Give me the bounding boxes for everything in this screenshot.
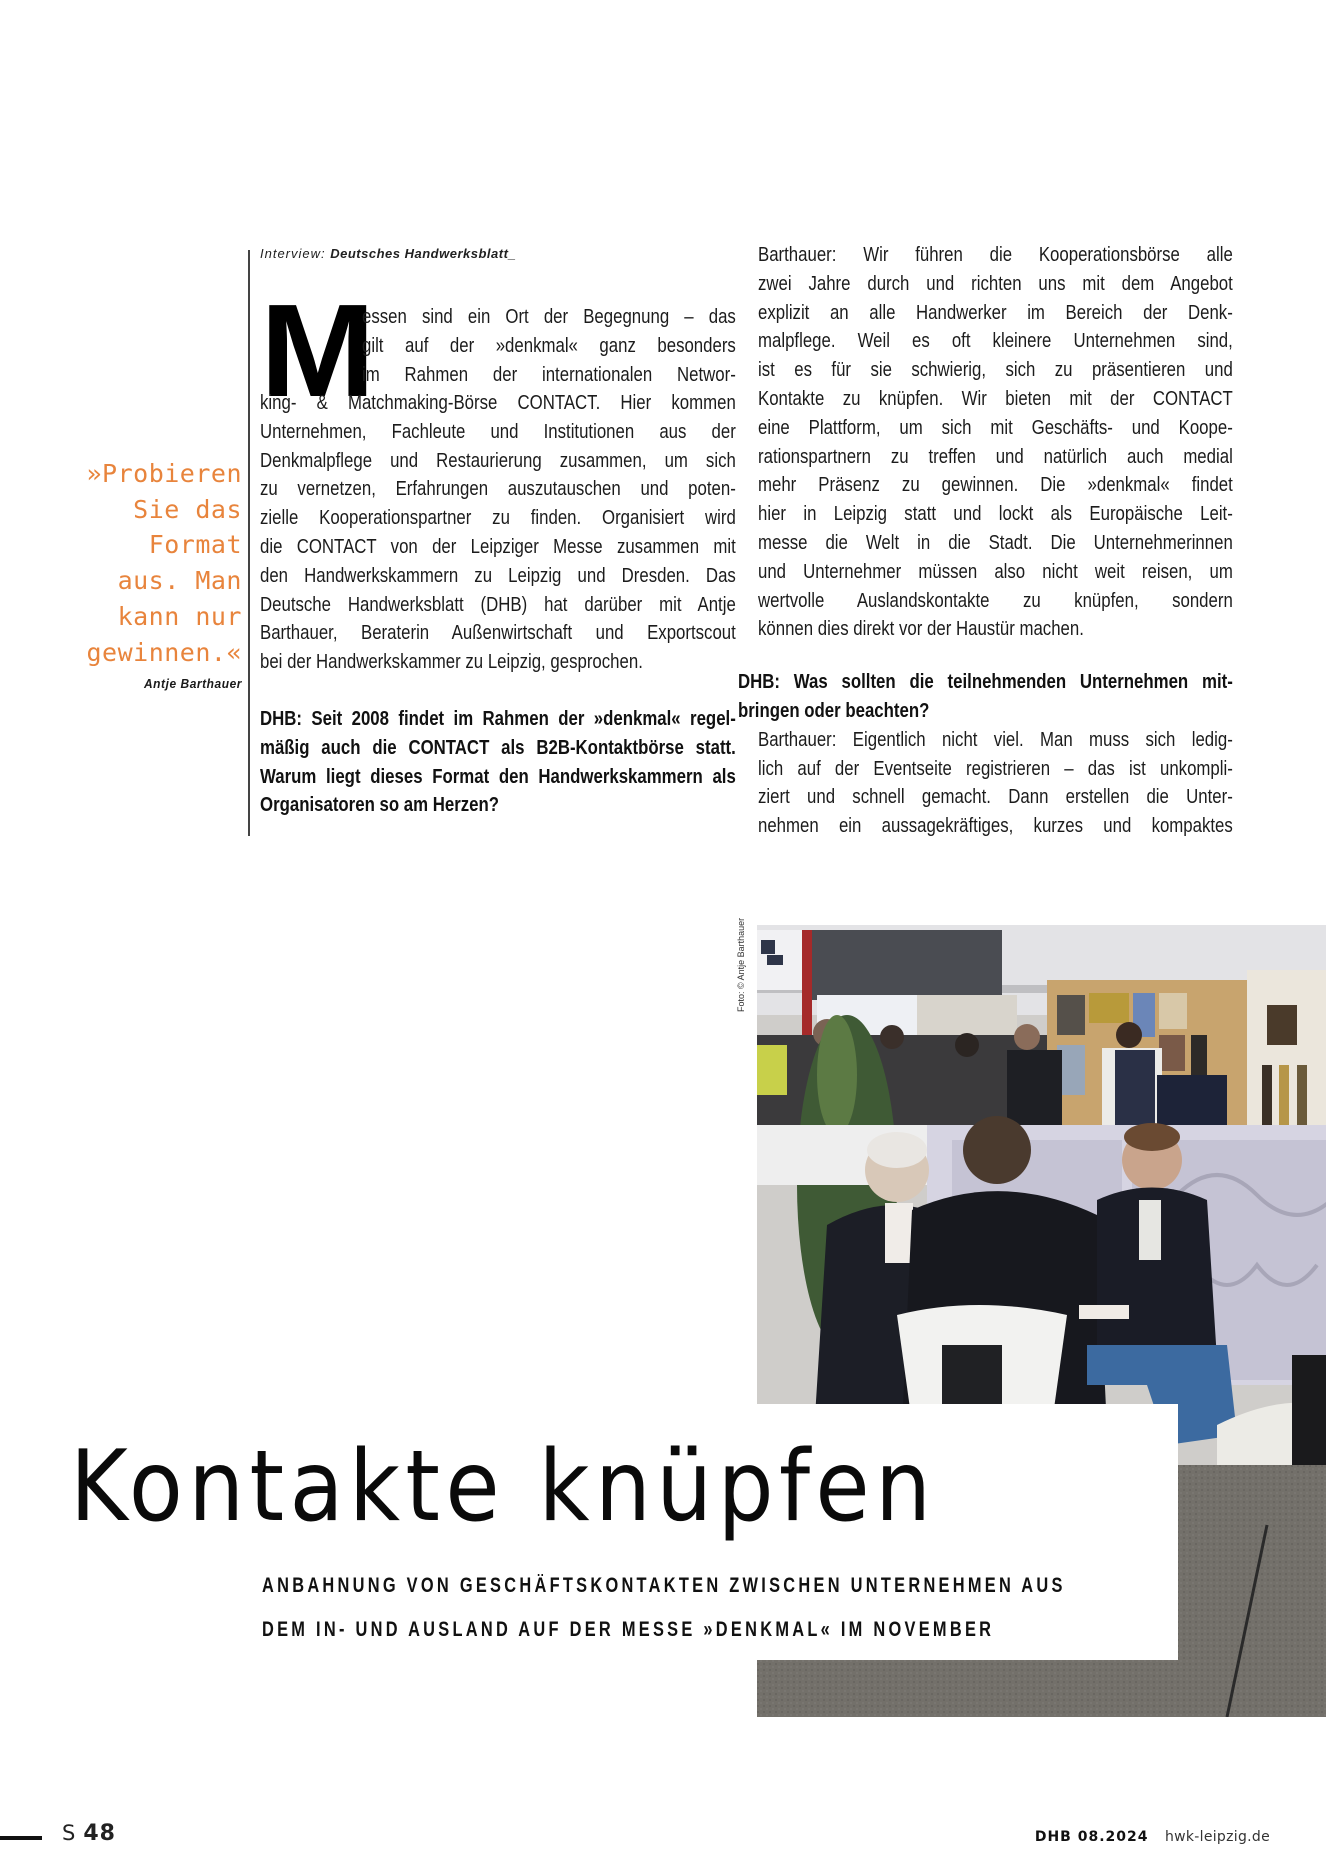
- text-line: ist es für sie schwierig, sich zu präsentieren und: [758, 359, 1233, 382]
- headline-title: Kontakte knüpfen: [70, 1430, 937, 1544]
- text-line: Kontakte zu knüpfen. Wir bieten mit der CONTACT: [758, 387, 1233, 410]
- text-line: eine Plattform, um sich mit Geschäfts- und Koope-: [758, 416, 1233, 439]
- drop-cap: M: [260, 277, 376, 424]
- text-line: Barthauer, Beraterin Außenwirtschaft und Exportscout: [260, 622, 736, 645]
- text-line: im Rahmen der internationalen Networ-: [362, 363, 736, 386]
- text-line: essen sind ein Ort der Begegnung – das: [362, 306, 736, 328]
- footer-rule: [0, 1836, 42, 1840]
- text-line: mäßig auch die CONTACT als B2B-Kontaktbörse statt.: [260, 736, 736, 759]
- byline-label: Interview:: [260, 246, 331, 261]
- article-column-2: [738, 241, 1233, 841]
- text-line: nehmen ein aussagekräftiges, kurzes und kompaktes: [758, 815, 1233, 838]
- text-line: king- & Matchmaking-Börse CONTACT. Hier kommen: [260, 392, 736, 414]
- photo-credit: Foto: © Antje Barthauer: [736, 917, 746, 1012]
- text-line: die CONTACT von der Leipziger Messe zusammen mit: [260, 535, 736, 558]
- pull-quote-author: Antje Barthauer: [143, 676, 242, 691]
- pull-quote-line: gewinnen.«: [86, 637, 242, 667]
- text-line: gilt auf der »denkmal« ganz besonders: [362, 334, 736, 357]
- text-line: mehr Präsenz zu gewinnen. Die »denkmal« findet: [758, 474, 1233, 497]
- page-number: [62, 1821, 116, 1846]
- interview-answer-1: [758, 241, 1233, 644]
- text-line: messe die Welt in die Stadt. Die Unternehmerinnen: [758, 531, 1233, 554]
- text-line: den Handwerkskammern zu Leipzig und Dresden. Das: [260, 564, 736, 587]
- byline-source: Deutsches Handwerksblatt_: [330, 246, 517, 261]
- text-line: DHB: Was sollten die teilnehmenden Unternehmen mit-: [738, 671, 1233, 694]
- page-prefix: S: [62, 1821, 76, 1845]
- text-line: zielle Kooperationspartner zu finden. Organisiert wird: [260, 507, 736, 530]
- text-line: Deutsche Handwerksblatt (DHB) hat darüber mit Antje: [260, 593, 736, 616]
- pull-quote: [56, 456, 242, 670]
- pull-quote-line: Format: [148, 530, 242, 560]
- text-line: Barthauer: Eigentlich nicht viel. Man muss sich ledig-: [758, 728, 1233, 751]
- pull-quote-line: aus. Man: [117, 566, 242, 596]
- intro-lead-lines: [362, 303, 736, 389]
- interview-question-1: [260, 705, 736, 820]
- intro-paragraph: [260, 389, 736, 677]
- text-line: zu vernetzen, Erfahrungen auszutauschen und poten-: [260, 478, 736, 501]
- subtitle-line: ANBAHNUNG VON GESCHÄFTSKONTAKTEN ZWISCHEN UNTERNEHMEN AUS: [262, 1574, 1066, 1597]
- page-number-value: 48: [83, 1821, 116, 1846]
- interview-question-2: [738, 668, 1233, 726]
- text-line: explizit an alle Handwerker im Bereich der Denk-: [758, 301, 1233, 324]
- website-link[interactable]: hwk-leipzig.de: [1164, 1829, 1270, 1845]
- text-line: hier in Leipzig statt und lockt als Europäische Leit-: [758, 503, 1233, 526]
- headline-subtitle: [262, 1564, 1066, 1652]
- text-line: rationspartnern zu treffen und natürlich auch medial: [758, 445, 1233, 468]
- column-divider: [248, 250, 250, 836]
- pull-quote-line: kann nur: [117, 601, 242, 631]
- text-line: malpflege. Weil es oft kleinere Unternehmen sind,: [758, 330, 1233, 353]
- subtitle-line: DEM IN- UND AUSLAND AUF DER MESSE »DENKMAL« IM NOVEMBER: [262, 1618, 995, 1641]
- pull-quote-line: »Probieren: [86, 459, 242, 488]
- pull-quote-line: Sie das: [133, 494, 242, 524]
- text-line: lich auf der Eventseite registrieren – das ist unkompli-: [758, 757, 1233, 780]
- article-column-1: [260, 246, 736, 820]
- byline: [260, 246, 736, 261]
- text-line: Unternehmen, Fachleute und Institutionen aus der: [260, 420, 736, 443]
- text-line: bei der Handwerkskammer zu Leipzig, gesprochen.: [260, 651, 643, 674]
- text-line: ziert und schnell gemacht. Dann erstellen die Unter-: [758, 786, 1233, 809]
- issue-label: DHB 08.2024: [1034, 1829, 1149, 1845]
- text-line: Denkmalpflege und Restaurierung zusammen, um sich: [260, 449, 736, 472]
- footer-info: [1035, 1829, 1270, 1845]
- text-line: und Unternehmer müssen also nicht weit reisen, um: [758, 560, 1233, 583]
- text-line: bringen oder beachten?: [738, 699, 930, 722]
- interview-answer-2: [758, 726, 1233, 841]
- text-line: DHB: Seit 2008 findet im Rahmen der »denkmal« regel-: [260, 707, 736, 730]
- text-line: zwei Jahre durch und richten uns mit dem Angebot: [758, 272, 1233, 295]
- text-line: Organisatoren so am Herzen?: [260, 794, 500, 817]
- text-line: wertvolle Auslandskontakte zu knüpfen, sondern: [758, 589, 1233, 612]
- text-line: können dies direkt vor der Haustür machen.: [758, 618, 1084, 641]
- text-line: Warum liegt dieses Format den Handwerkskammern als: [260, 765, 736, 788]
- text-line: Barthauer: Wir führen die Kooperationsbörse alle: [758, 244, 1233, 266]
